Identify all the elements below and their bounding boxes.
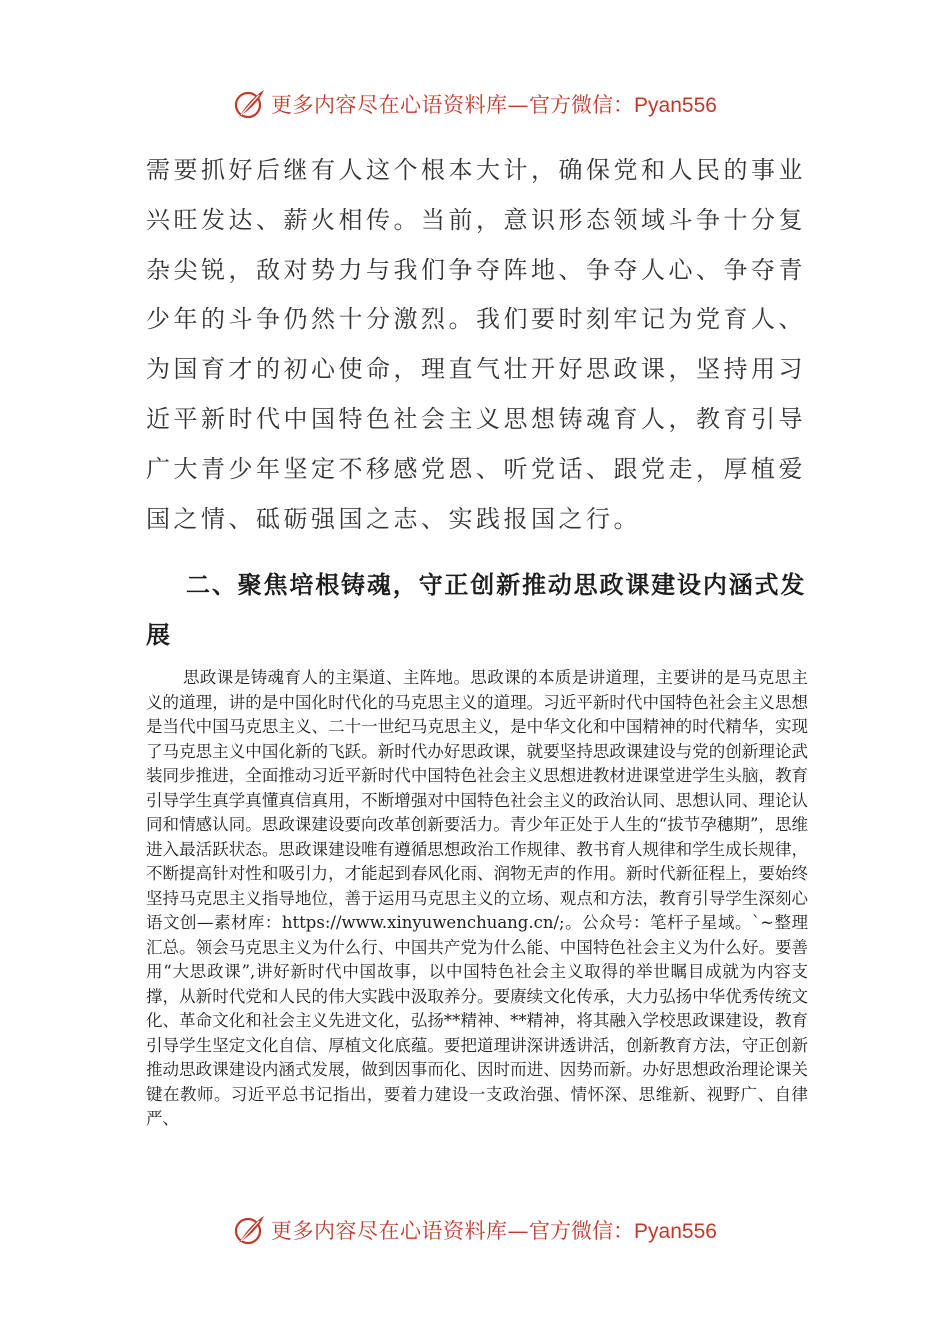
- section-heading: 二、聚焦培根铸魂，守正创新推动思政课建设内涵式发展: [146, 571, 806, 649]
- banner-contact: 官方微信：Pyan556: [529, 1220, 717, 1243]
- body-paragraph: 需要抓好后继有人这个根本大计，确保党和人民的事业兴旺发达、薪火相传。当前，意识形态领域斗争十分复杂尖锐，敌对势力与我们争夺阵地、争夺人心、争夺青少年的斗争仍然十分激烈。我们要时刻牢记为党育人、为国育才的初心使命，理直气壮开好思政课，坚持用习近平新时代中国特色社会主义思想铸魂育人，教育引导广大青少年坚定不移感党恩、听党话、跟党走，厚植爱国之情、砥砺强国之志、实践报国之行。: [146, 156, 806, 533]
- banner-contact: 官方微信：Pyan556: [529, 94, 717, 117]
- quill-pen-logo-icon: [233, 87, 267, 121]
- quill-pen-logo-icon: [233, 1213, 267, 1247]
- footer-banner: [0, 1210, 950, 1250]
- body-paragraph: 思政课是铸魂育人的主渠道、主阵地。思政课的本质是讲道理，主要讲的是马克思主义的道理，讲的是中国化时代化的马克思主义的道理。习近平新时代中国特色社会主义思想是当代中国马克思主义、二十一世纪马克思主义，是中华文化和中国精神的时代精华，实现了马克思主义中国化新的飞跃。新时代办好思政课，就要坚持思政课建设与党的创新理论武装同步推进，全面推动习近平新时代中国特色社会主义思想进教材进课堂进学生头脑，教育引导学生真学真懂真信真用，不断增强对中国特色社会主义的政治认同、思想认同、理论认同和情感认同。思政课建设要向改革创新要活力。青少年正处于人生的“拔节孕穗期”，思维进入最活跃状态。思政课建设唯有遵循思想政治工作规律、教书育人规律和学生成长规律，不断提高针对性和吸引力，才能起到春风化雨、润物无声的作用。新时代新征程上，要始终坚持马克思主义指导地位，善于运用马克思主义的立场、观点和方法，教育引导学生深刻心语文创—素材库：https://www.xinyuwenchuang.cn/;。公众号：笔杆子星域。`~整理汇总。领会马克思主义为什么行、中国共产党为什么能、中国特色社会主义为什么好。要善用“大思政课”,讲好新时代中国故事，以中国特色社会主义取得的举世瞩目成就为内容支撑，从新时代党和人民的伟大实践中汲取养分。要赓续文化传承，大力弘扬中华优秀传统文化、革命文化和社会主义先进文化，弘扬**精神、**精神，将其融入学校思政课建设，教育引导学生坚定文化自信、厚植文化底蕴。要把道理讲深讲透讲活，创新教育方法，守正创新推动思政课建设内涵式发展，做到因事而化、因时而进、因势而新。办好思想政治理论课关键在教师。习近平总书记指出，要着力建设一支政治强、情怀深、思维新、视野广、自律严、: [146, 668, 808, 1128]
- banner-slogan: 更多内容尽在心语资料库—: [271, 1219, 530, 1243]
- banner-slogan: 更多内容尽在心语资料库—: [271, 93, 530, 117]
- header-banner: [0, 84, 950, 124]
